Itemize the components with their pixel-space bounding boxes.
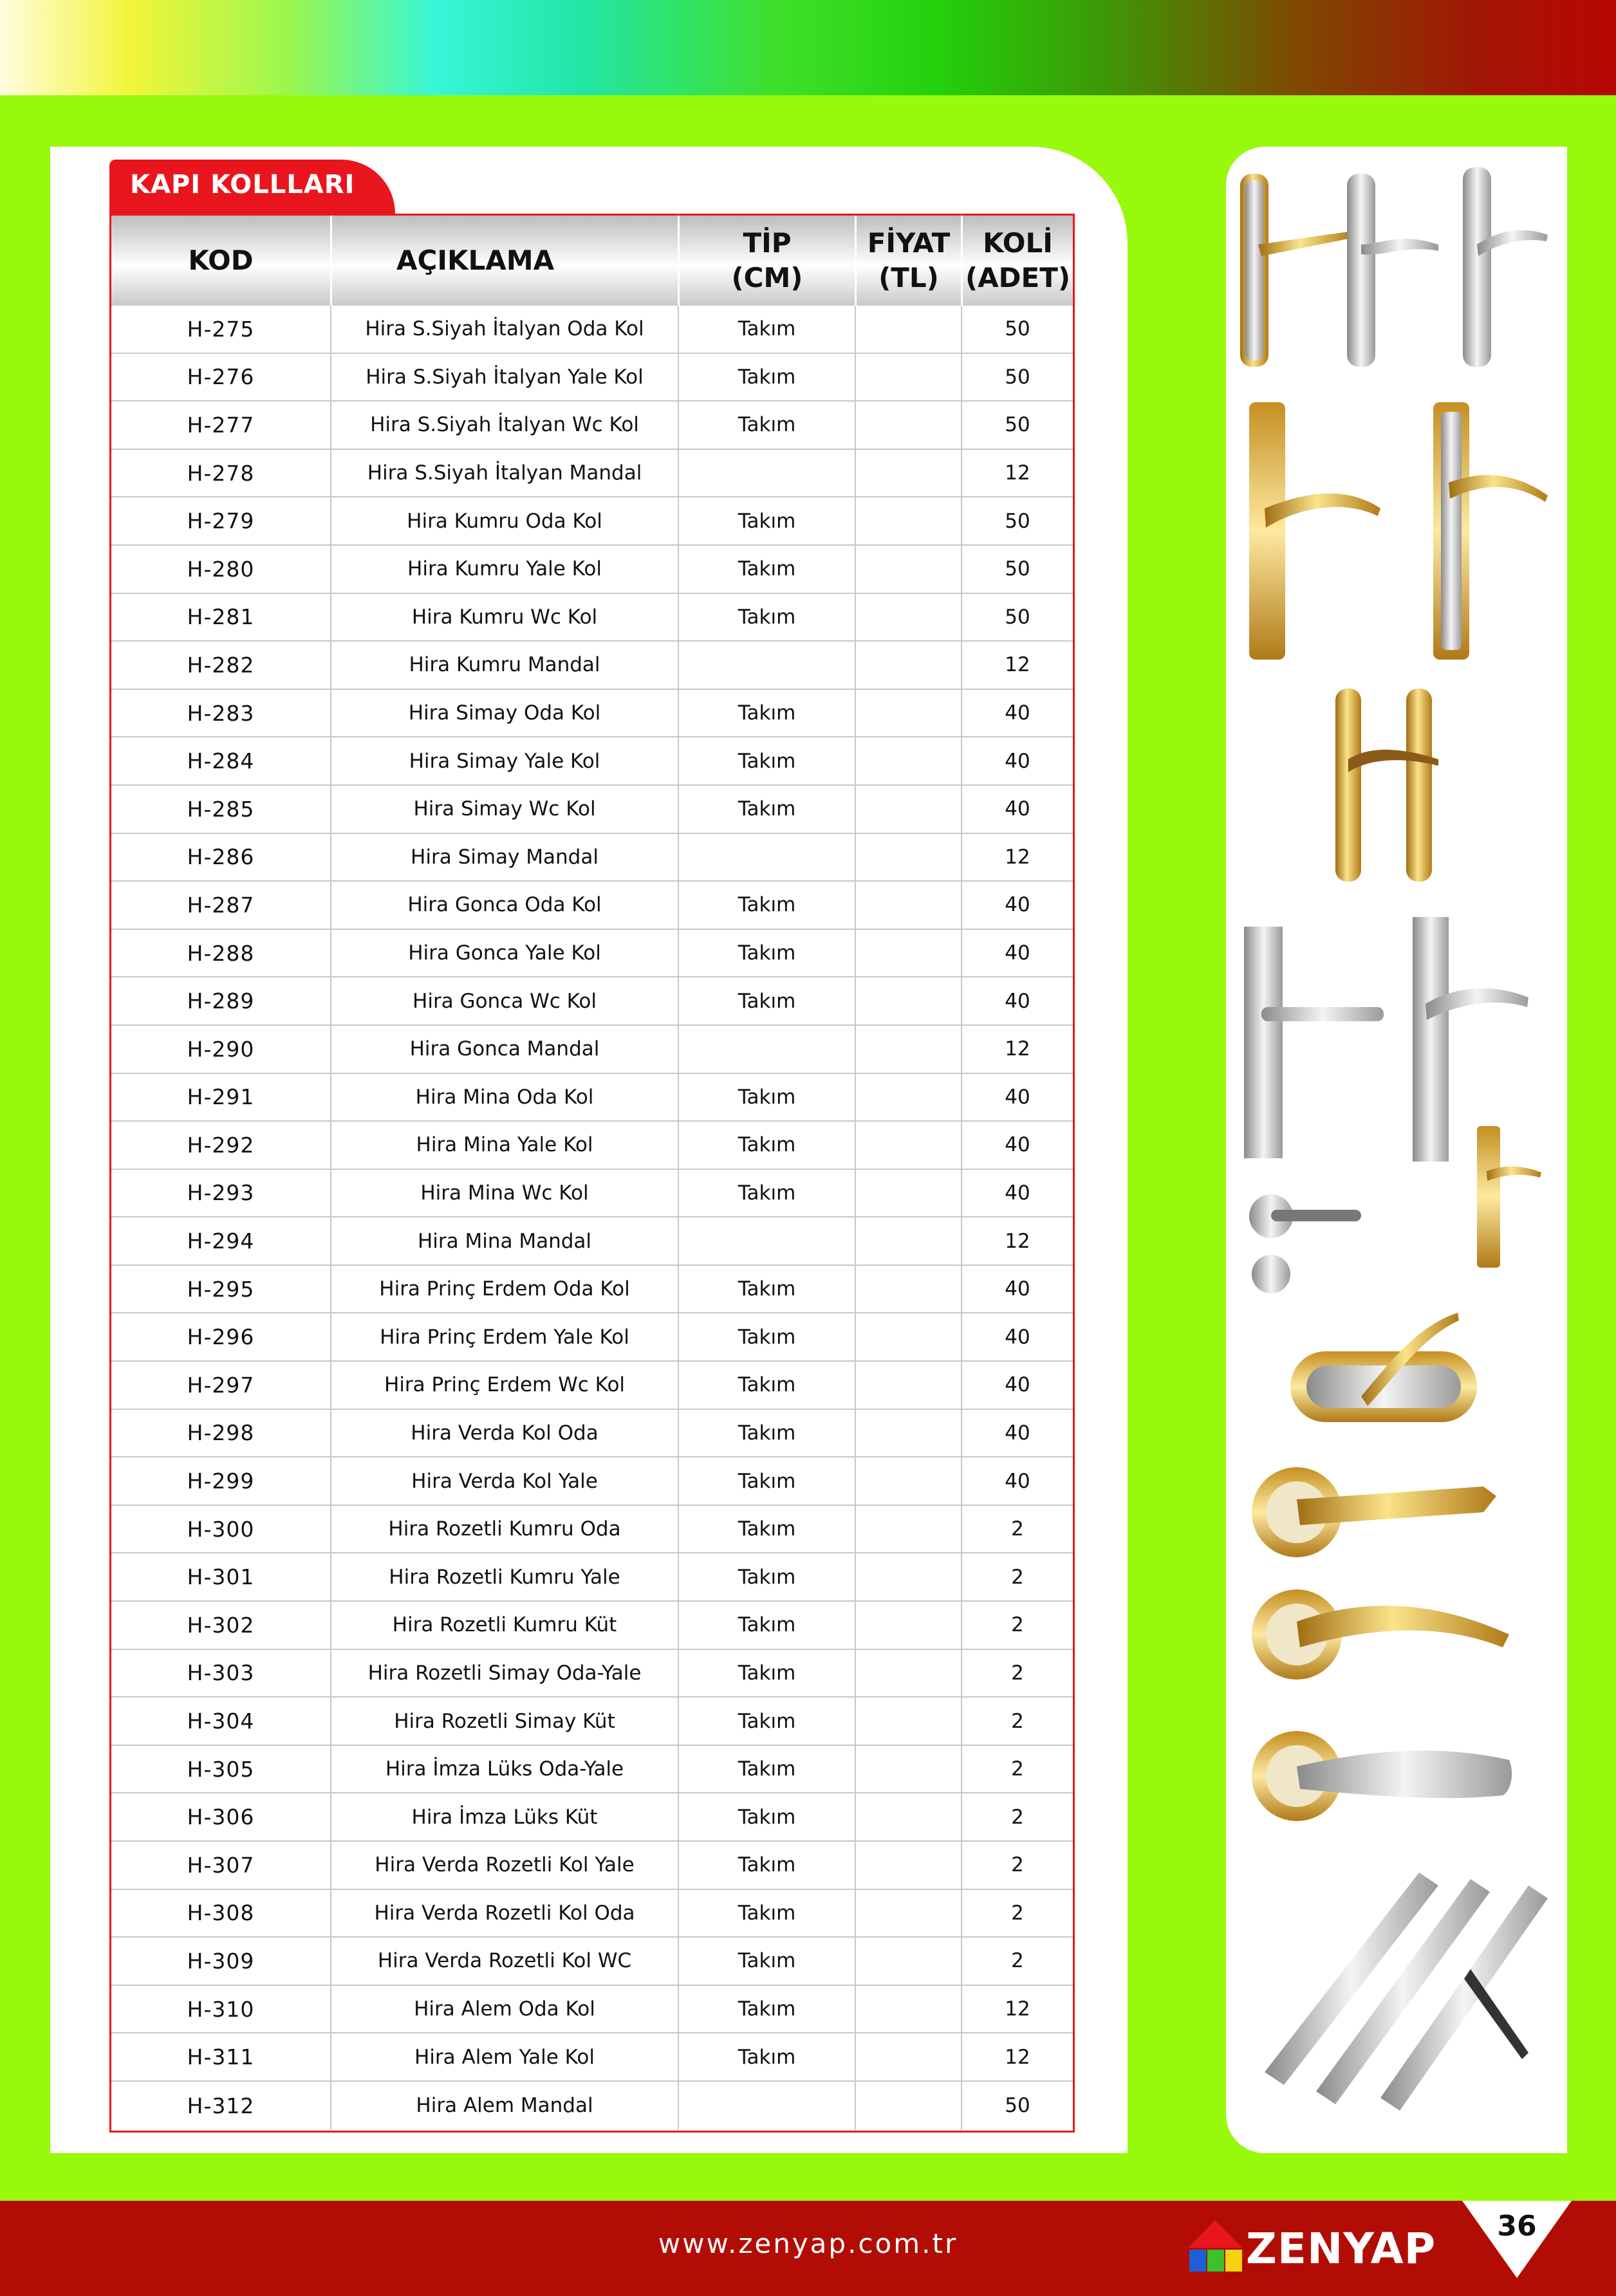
cell-koli: 50	[961, 2082, 1073, 2130]
rosette-handle-icon	[1252, 1467, 1512, 1821]
price-table	[109, 214, 1075, 2133]
cell-aciklama: Hira S.Siyah İtalyan Yale Kol	[330, 354, 678, 401]
cell-tip: Takım	[678, 1266, 855, 1313]
cell-aciklama: Hira S.Siyah İtalyan Mandal	[330, 450, 678, 497]
cell-tip: Takım	[678, 594, 855, 641]
cell-tip	[678, 834, 855, 881]
cell-aciklama: Hira Gonca Mandal	[330, 1026, 678, 1073]
table-row	[111, 2082, 1073, 2130]
table-header	[111, 216, 1073, 306]
cell-aciklama: Hira Gonca Oda Kol	[330, 882, 678, 929]
handle-set-silver-gold-icon	[1240, 167, 1548, 367]
cell-kod: H-302	[187, 1612, 255, 1638]
table-row	[111, 1362, 1073, 1410]
cell-fiyat	[855, 2033, 961, 2080]
cell-kod: H-298	[187, 1420, 255, 1446]
cell-tip: Takım	[678, 1890, 855, 1937]
cell-koli: 50	[961, 497, 1073, 544]
cell-kod: H-306	[187, 1804, 255, 1830]
cell-fiyat	[855, 1362, 961, 1409]
table-row	[111, 1553, 1073, 1602]
house-logo-icon	[1183, 2212, 1247, 2283]
cell-tip: Takım	[678, 1170, 855, 1217]
cell-aciklama: Hira Mina Oda Kol	[330, 1074, 678, 1121]
cell-kod: H-310	[187, 1996, 255, 2022]
cell-aciklama: Hira Kumru Wc Kol	[330, 594, 678, 641]
cell-aciklama: Hira Simay Yale Kol	[330, 737, 678, 784]
cell-tip: Takım	[678, 1122, 855, 1169]
cell-koli: 2	[961, 1650, 1073, 1697]
cell-kod: H-278	[187, 460, 255, 486]
table-row	[111, 930, 1073, 978]
table-row	[111, 450, 1073, 498]
cell-fiyat	[855, 1842, 961, 1889]
cell-kod: H-289	[187, 988, 255, 1014]
page-number: 36	[1497, 2210, 1537, 2243]
cell-koli: 50	[961, 546, 1073, 593]
cell-aciklama: Hira Gonca Yale Kol	[330, 930, 678, 977]
table-row	[111, 1746, 1073, 1794]
cell-koli: 2	[961, 1842, 1073, 1889]
cell-tip: Takım	[678, 1746, 855, 1793]
cell-kod: H-290	[187, 1036, 255, 1062]
cell-tip	[678, 642, 855, 689]
header-fiyat: FİYAT (TL)	[855, 216, 961, 306]
cell-fiyat	[855, 402, 961, 449]
cell-fiyat	[855, 1266, 961, 1313]
handle-set-gold-icon	[1249, 402, 1548, 660]
table-row	[111, 1170, 1073, 1218]
cell-fiyat	[855, 594, 961, 641]
cell-kod: H-281	[187, 604, 255, 630]
cell-fiyat	[855, 786, 961, 833]
cell-kod: H-303	[187, 1660, 255, 1686]
cell-aciklama: Hira İmza Lüks Küt	[330, 1793, 678, 1840]
cell-tip: Takım	[678, 977, 855, 1024]
cell-tip: Takım	[678, 1842, 855, 1889]
table-row	[111, 2033, 1073, 2082]
cell-aciklama: Hira Alem Yale Kol	[330, 2033, 678, 2080]
cell-aciklama: Hira Simay Oda Kol	[330, 690, 678, 737]
cell-kod: H-309	[187, 1948, 255, 1974]
table-row	[111, 1506, 1073, 1554]
cell-tip: Takım	[678, 1986, 855, 2033]
product-illustrations	[1226, 148, 1567, 2149]
header-aciklama: AÇIKLAMA	[330, 216, 678, 306]
cell-aciklama: Hira Kumru Oda Kol	[330, 497, 678, 544]
cell-kod: H-283	[187, 700, 255, 726]
cell-kod: H-294	[187, 1228, 255, 1254]
table-row	[111, 546, 1073, 594]
table-row	[111, 1986, 1073, 2034]
table-row	[111, 737, 1073, 786]
cell-fiyat	[855, 2082, 961, 2130]
cell-fiyat	[855, 354, 961, 401]
cell-fiyat	[855, 1074, 961, 1121]
cell-fiyat	[855, 690, 961, 737]
cell-koli: 40	[961, 1362, 1073, 1409]
cell-fiyat	[855, 1602, 961, 1649]
cell-aciklama: Hira Verda Rozetli Kol Oda	[330, 1890, 678, 1937]
top-gradient-band	[0, 0, 1616, 97]
cell-aciklama: Hira Simay Wc Kol	[330, 786, 678, 833]
cell-kod: H-284	[187, 748, 255, 774]
cell-fiyat	[855, 1313, 961, 1360]
cell-kod: H-304	[187, 1708, 255, 1734]
cell-kod: H-292	[187, 1132, 255, 1158]
cell-koli: 50	[961, 306, 1073, 353]
cell-fiyat	[855, 1217, 961, 1264]
cell-kod: H-287	[187, 892, 255, 918]
cell-kod: H-305	[187, 1756, 255, 1782]
table-row	[111, 306, 1073, 354]
cell-kod: H-297	[187, 1372, 255, 1398]
cell-kod: H-308	[187, 1900, 255, 1926]
cell-aciklama: Hira İmza Lüks Oda-Yale	[330, 1746, 678, 1793]
cell-fiyat	[855, 1026, 961, 1073]
cell-fiyat	[855, 1458, 961, 1504]
handle-set-bronze-icon	[1335, 689, 1438, 882]
cell-tip: Takım	[678, 690, 855, 737]
cell-koli: 40	[961, 882, 1073, 929]
cell-fiyat	[855, 1890, 961, 1937]
cell-koli: 2	[961, 1698, 1073, 1745]
cell-tip	[678, 450, 855, 497]
cell-fiyat	[855, 450, 961, 497]
cell-kod: H-279	[187, 508, 255, 534]
table-row	[111, 1698, 1073, 1746]
cell-fiyat	[855, 1793, 961, 1840]
cell-kod: H-296	[187, 1324, 255, 1350]
cell-aciklama: Hira Mina Yale Kol	[330, 1122, 678, 1169]
cell-kod: H-300	[187, 1516, 255, 1542]
cell-fiyat	[855, 546, 961, 593]
handle-set-satin-icon	[1244, 917, 1541, 1293]
cell-koli: 40	[961, 786, 1073, 833]
cell-fiyat	[855, 642, 961, 689]
cell-kod: H-293	[187, 1180, 255, 1206]
table-row	[111, 1266, 1073, 1314]
cell-tip: Takım	[678, 1074, 855, 1121]
cell-kod: H-291	[187, 1084, 255, 1110]
cell-tip: Takım	[678, 1698, 855, 1745]
table-row	[111, 1938, 1073, 1986]
cell-aciklama: Hira Verda Rozetli Kol Yale	[330, 1842, 678, 1889]
cell-koli: 50	[961, 402, 1073, 449]
table-row	[111, 1650, 1073, 1698]
cell-tip: Takım	[678, 1362, 855, 1409]
table-row	[111, 594, 1073, 642]
cell-koli: 40	[961, 1170, 1073, 1217]
cell-koli: 40	[961, 1410, 1073, 1457]
cell-tip: Takım	[678, 402, 855, 449]
window-handle-icon	[1290, 1313, 1477, 1422]
cell-koli: 2	[961, 1602, 1073, 1649]
cell-koli: 12	[961, 2033, 1073, 2080]
cell-tip: Takım	[678, 1553, 855, 1600]
cell-koli: 40	[961, 737, 1073, 784]
cell-aciklama: Hira Kumru Yale Kol	[330, 546, 678, 593]
cell-koli: 2	[961, 1793, 1073, 1840]
cell-aciklama: Hira Alem Mandal	[330, 2082, 678, 2130]
cell-fiyat	[855, 497, 961, 544]
cell-aciklama: Hira Prinç Erdem Wc Kol	[330, 1362, 678, 1409]
cell-tip: Takım	[678, 2033, 855, 2080]
cell-koli: 12	[961, 450, 1073, 497]
cell-tip: Takım	[678, 930, 855, 977]
website-link[interactable]: www.zenyap.com.tr	[658, 2228, 958, 2259]
cell-fiyat	[855, 882, 961, 929]
table-row	[111, 1410, 1073, 1458]
section-title: KAPI KOLLLARI	[130, 170, 355, 199]
cell-koli: 50	[961, 354, 1073, 401]
cell-tip: Takım	[678, 1602, 855, 1649]
cell-aciklama: Hira S.Siyah İtalyan Oda Kol	[330, 306, 678, 353]
table-body	[111, 306, 1073, 2130]
cell-fiyat	[855, 1746, 961, 1793]
cell-koli: 12	[961, 1986, 1073, 2033]
cell-tip: Takım	[678, 1793, 855, 1840]
cell-aciklama: Hira Rozetli Simay Oda-Yale	[330, 1650, 678, 1697]
cell-fiyat	[855, 930, 961, 977]
cell-tip: Takım	[678, 1650, 855, 1697]
cell-aciklama: Hira Prinç Erdem Oda Kol	[330, 1266, 678, 1313]
cell-aciklama: Hira Kumru Mandal	[330, 642, 678, 689]
cell-koli: 2	[961, 1506, 1073, 1553]
header-kod: KOD	[111, 216, 330, 306]
cell-tip: Takım	[678, 737, 855, 784]
cell-aciklama: Hira Mina Mandal	[330, 1217, 678, 1264]
table-row	[111, 690, 1073, 738]
cell-aciklama: Hira Rozetli Kumru Yale	[330, 1553, 678, 1600]
cell-fiyat	[855, 1938, 961, 1985]
cell-kod: H-311	[187, 2044, 255, 2070]
cell-koli: 2	[961, 1938, 1073, 1985]
cell-tip: Takım	[678, 882, 855, 929]
page-number-badge	[1462, 2201, 1572, 2278]
cell-fiyat	[855, 1553, 961, 1600]
table-row	[111, 1458, 1073, 1506]
table-row	[111, 402, 1073, 450]
cell-kod: H-282	[187, 652, 255, 678]
cell-koli: 12	[961, 1217, 1073, 1264]
cell-fiyat	[855, 737, 961, 784]
cell-kod: H-295	[187, 1276, 255, 1302]
table-row	[111, 834, 1073, 882]
cell-aciklama: Hira S.Siyah İtalyan Wc Kol	[330, 402, 678, 449]
cell-kod: H-275	[187, 316, 255, 342]
brand-name: ZENYAP	[1246, 2224, 1436, 2273]
cell-koli: 50	[961, 594, 1073, 641]
cell-tip: Takım	[678, 1313, 855, 1360]
lock-plate-icon	[1265, 1873, 1548, 2111]
section-title-tab	[109, 160, 395, 214]
table-row	[111, 1602, 1073, 1650]
cell-koli: 40	[961, 977, 1073, 1024]
table-row	[111, 354, 1073, 402]
table-row	[111, 1793, 1073, 1842]
cell-aciklama: Hira Gonca Wc Kol	[330, 977, 678, 1024]
cell-kod: H-286	[187, 844, 255, 870]
cell-aciklama: Hira Verda Rozetli Kol WC	[330, 1938, 678, 1985]
cell-kod: H-280	[187, 556, 255, 582]
cell-aciklama: Hira Prinç Erdem Yale Kol	[330, 1313, 678, 1360]
cell-fiyat	[855, 977, 961, 1024]
cell-koli: 40	[961, 1266, 1073, 1313]
table-row	[111, 1313, 1073, 1362]
cell-koli: 12	[961, 1026, 1073, 1073]
cell-fiyat	[855, 1986, 961, 2033]
cell-fiyat	[855, 834, 961, 881]
cell-aciklama: Hira Simay Mandal	[330, 834, 678, 881]
cell-tip	[678, 1026, 855, 1073]
header-koli: KOLİ (ADET)	[961, 216, 1073, 306]
cell-koli: 40	[961, 1458, 1073, 1504]
cell-fiyat	[855, 1410, 961, 1457]
cell-fiyat	[855, 1650, 961, 1697]
cell-tip: Takım	[678, 306, 855, 353]
cell-kod: H-307	[187, 1852, 255, 1878]
table-row	[111, 1074, 1073, 1122]
cell-aciklama: Hira Rozetli Simay Küt	[330, 1698, 678, 1745]
table-row	[111, 882, 1073, 930]
cell-tip: Takım	[678, 1938, 855, 1985]
table-row	[111, 1842, 1073, 1890]
cell-tip: Takım	[678, 1410, 855, 1457]
cell-aciklama: Hira Verda Kol Oda	[330, 1410, 678, 1457]
cell-kod: H-288	[187, 940, 255, 966]
cell-kod: H-312	[187, 2093, 255, 2118]
cell-koli: 40	[961, 1074, 1073, 1121]
table-row	[111, 786, 1073, 834]
cell-tip	[678, 2082, 855, 2130]
cell-kod: H-276	[187, 364, 255, 390]
cell-fiyat	[855, 306, 961, 353]
cell-kod: H-285	[187, 796, 255, 822]
cell-kod: H-301	[187, 1564, 255, 1590]
table-row	[111, 1122, 1073, 1170]
cell-koli: 40	[961, 1122, 1073, 1169]
cell-aciklama: Hira Alem Oda Kol	[330, 1986, 678, 2033]
cell-tip: Takım	[678, 546, 855, 593]
cell-koli: 2	[961, 1553, 1073, 1600]
cell-aciklama: Hira Rozetli Kumru Oda	[330, 1506, 678, 1553]
header-tip: TİP (CM)	[678, 216, 855, 306]
cell-aciklama: Hira Mina Wc Kol	[330, 1170, 678, 1217]
cell-tip: Takım	[678, 1458, 855, 1504]
cell-koli: 2	[961, 1746, 1073, 1793]
cell-koli: 12	[961, 642, 1073, 689]
cell-fiyat	[855, 1506, 961, 1553]
cell-aciklama: Hira Rozetli Kumru Küt	[330, 1602, 678, 1649]
table-row	[111, 1890, 1073, 1938]
cell-fiyat	[855, 1170, 961, 1217]
table-row	[111, 977, 1073, 1026]
cell-koli: 2	[961, 1890, 1073, 1937]
table-row	[111, 497, 1073, 546]
table-row	[111, 1026, 1073, 1074]
cell-koli: 12	[961, 834, 1073, 881]
cell-tip: Takım	[678, 354, 855, 401]
table-row	[111, 642, 1073, 690]
cell-tip: Takım	[678, 497, 855, 544]
cell-tip: Takım	[678, 786, 855, 833]
brand-logo	[1183, 2212, 1436, 2283]
cell-tip	[678, 1217, 855, 1264]
table-row	[111, 1217, 1073, 1266]
cell-fiyat	[855, 1698, 961, 1745]
cell-koli: 40	[961, 690, 1073, 737]
cell-kod: H-299	[187, 1468, 255, 1494]
cell-fiyat	[855, 1122, 961, 1169]
cell-koli: 40	[961, 1313, 1073, 1360]
cell-aciklama: Hira Verda Kol Yale	[330, 1458, 678, 1504]
cell-tip: Takım	[678, 1506, 855, 1553]
cell-koli: 40	[961, 930, 1073, 977]
cell-kod: H-277	[187, 412, 255, 438]
